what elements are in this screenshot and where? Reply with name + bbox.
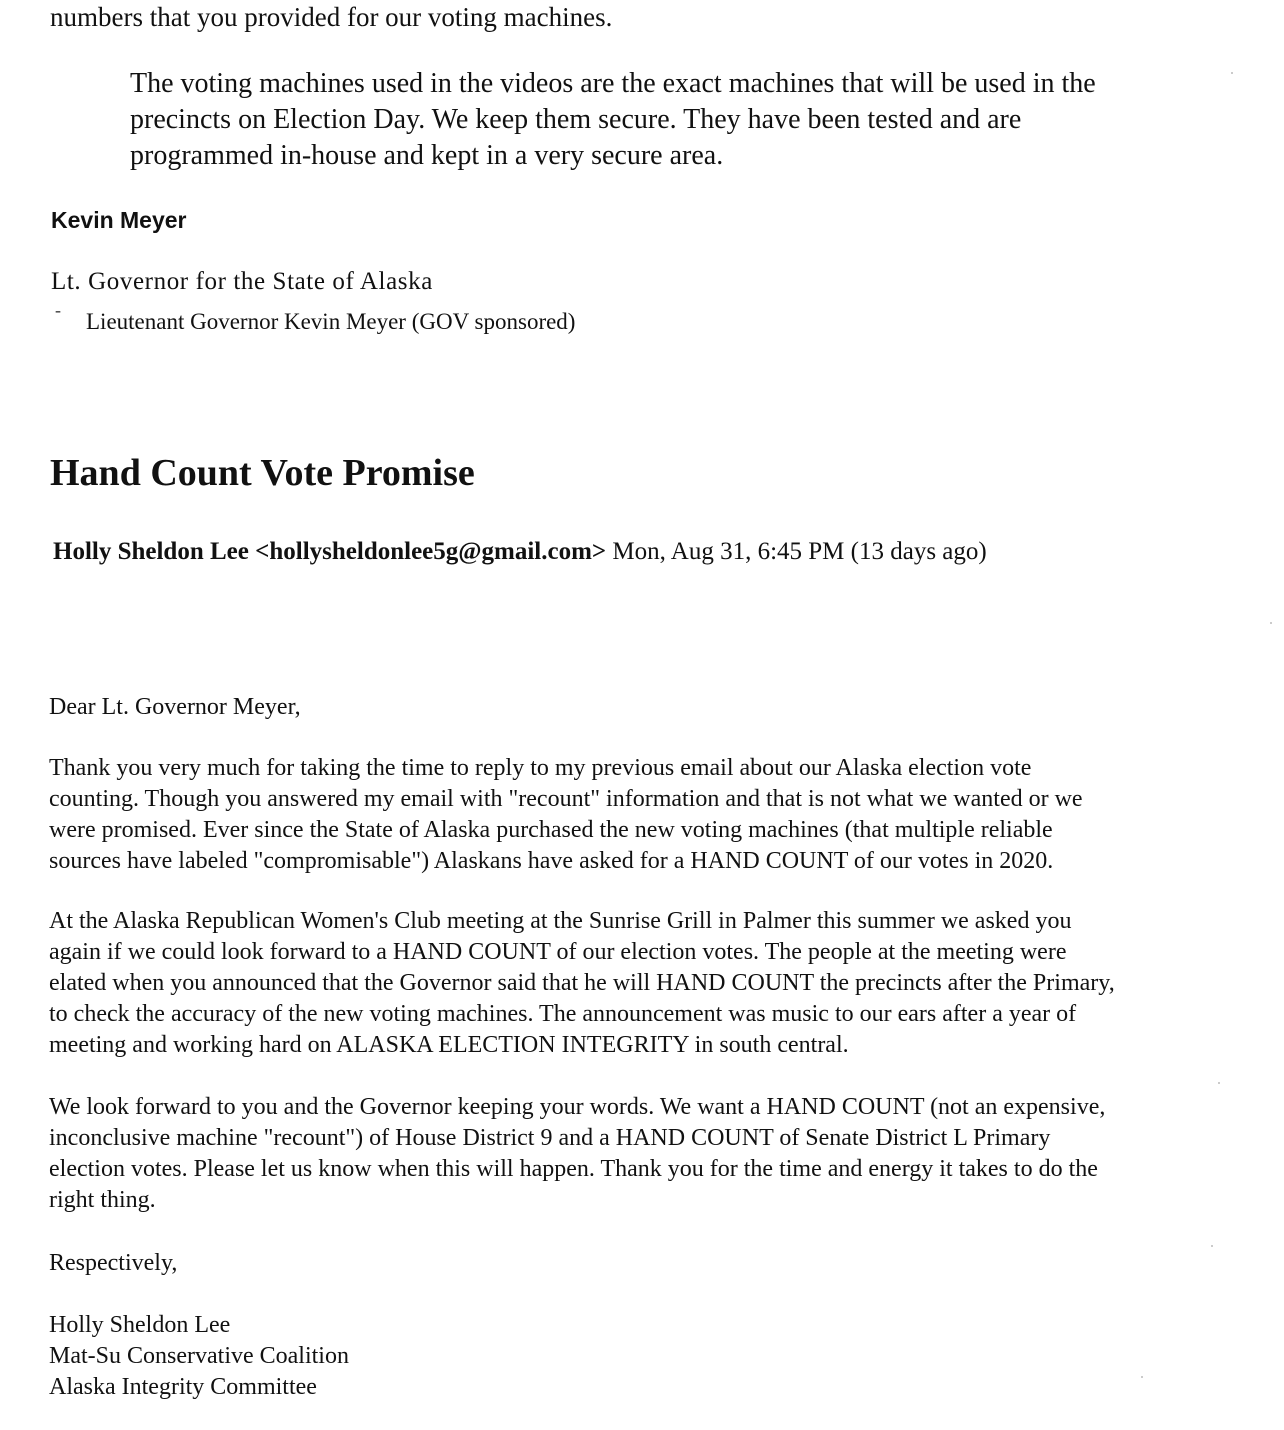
quote-line: precincts on Election Day. We keep them secure. They have been tested and are (130, 104, 1022, 135)
email-date: Mon, Aug 31, 6:45 PM (13 days ago) (612, 538, 987, 565)
paragraph-line: We look forward to you and the Governor keeping your words. We want a HAND COUNT (not an expensive, (49, 1094, 1106, 1120)
email-paragraph-3 (49, 1092, 1249, 1216)
signature-line: Alaska Integrity Committee (49, 1374, 317, 1400)
email-header (53, 536, 987, 568)
paragraph-line: elated when you announced that the Governor said that he will HAND COUNT the precincts after the Primary, (49, 970, 1115, 996)
paragraph-line: Thank you very much for taking the time to reply to my previous email about our Alaska election vote (49, 755, 1032, 781)
paragraph-line: election votes. Please let us know when this will happen. Thank you for the time and energy it takes to do the (49, 1156, 1098, 1182)
signature-line: Mat-Su Conservative Coalition (49, 1343, 349, 1369)
signature-line: Holly Sheldon Lee (49, 1312, 231, 1338)
reply-signature-tick: - (55, 300, 61, 320)
email-greeting-block (49, 692, 1249, 723)
paragraph-line: right thing. (49, 1187, 156, 1213)
email-closing: Respectively, (49, 1250, 178, 1276)
paragraph-line: At the Alaska Republican Women's Club meeting at the Sunrise Grill in Palmer this summer we asked you (49, 908, 1072, 934)
reply-signature-sponsor: Lieutenant Governor Kevin Meyer (GOV sponsored) (86, 309, 576, 334)
paragraph-line: inconclusive machine "recount") of House District 9 and a HAND COUNT of Senate District L Primary (49, 1125, 1051, 1151)
email-closing-block (49, 1248, 1249, 1279)
email-paragraph-2 (49, 906, 1249, 1061)
paragraph-line: meeting and working hard on ALASKA ELECTION INTEGRITY in south central. (49, 1032, 849, 1058)
email-paragraph-1 (49, 753, 1249, 877)
scan-speck (1211, 1245, 1213, 1247)
scan-speck (1270, 622, 1272, 624)
reply-intro-line: numbers that you provided for our voting machines. (50, 2, 613, 32)
paragraph-line: again if we could look forward to a HAND COUNT of our election votes. The people at the meeting were (49, 939, 1067, 965)
paragraph-line: were promised. Ever since the State of Alaska purchased the new voting machines (that multiple reliable (49, 817, 1053, 843)
email-subject: Hand Count Vote Promise (50, 452, 475, 494)
reply-signature-name: Kevin Meyer (51, 207, 187, 233)
scan-speck (1141, 1376, 1143, 1378)
email-sender: Holly Sheldon Lee <hollysheldonlee5g@gmail.com> (53, 538, 607, 565)
paragraph-line: sources have labeled "compromisable") Alaskans have asked for a HAND COUNT of our votes in 2020. (49, 848, 1054, 874)
quote-line: programmed in-house and kept in a very secure area. (130, 140, 724, 171)
email-signature (49, 1310, 1249, 1403)
quote-line: The voting machines used in the videos are the exact machines that will be used in the (130, 68, 1096, 99)
paragraph-line: to check the accuracy of the new voting machines. The announcement was music to our ears after a year of (49, 1001, 1077, 1027)
reply-signature-title: Lt. Governor for the State of Alaska (51, 268, 433, 295)
paragraph-line: counting. Though you answered my email with "recount" information and that is not what we wanted or we (49, 786, 1083, 812)
email-greeting: Dear Lt. Governor Meyer, (49, 694, 301, 720)
quoted-reply (130, 66, 1230, 174)
scan-speck (1231, 72, 1233, 74)
scan-speck (1218, 1082, 1220, 1084)
